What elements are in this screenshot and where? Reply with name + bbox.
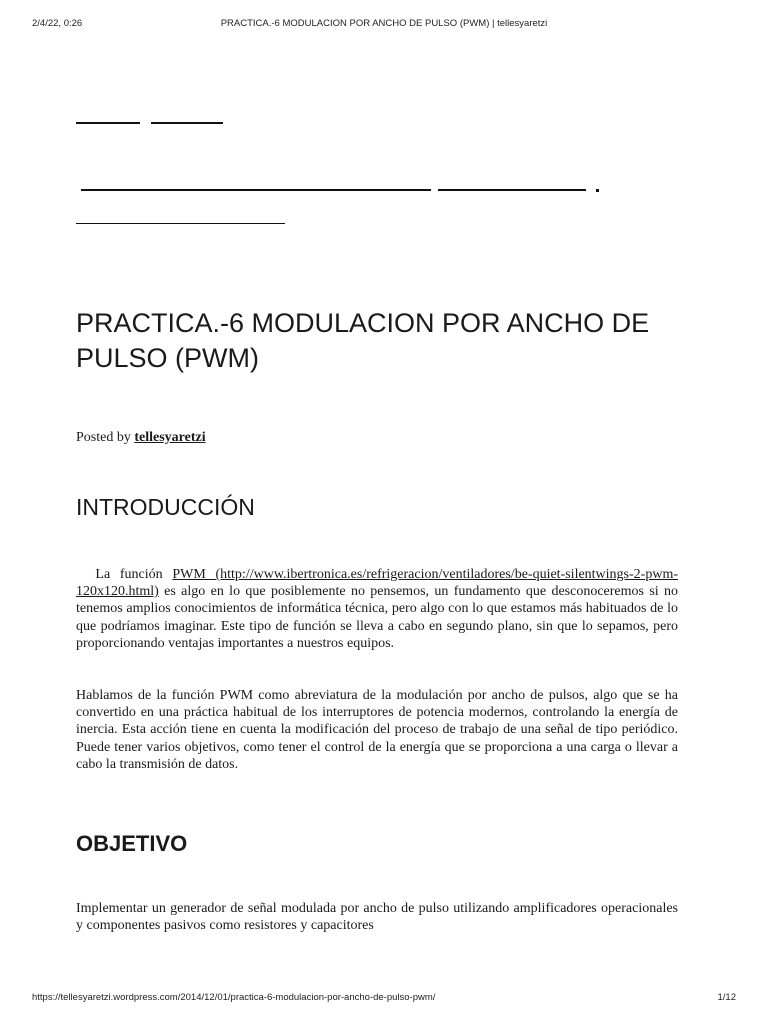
nav-link-placeholder-2[interactable] [151,122,223,124]
author-link[interactable]: tellesyaretzi [134,430,206,445]
section-heading-objetivo: OBJETIVO [76,831,188,856]
intro-p1-lead: La función [95,567,173,582]
objetivo-paragraph-1: Implementar un generador de señal modulada por ancho de pulso utilizando amplificadores operacionales y componentes pasivos como resistores y capacitores [76,901,678,934]
intro-p1-rest: es algo en lo que posiblemente no pensemos, un fundamento que desconoceremos si no tenemos amplios conocimientos de informática técnica, pero algo con lo que estamos más habituados de lo que podríamos imaginar. Este tipo de función se lleva a cabo en segundo plano, sin que lo sepamos, pero proporcionando ventajas importantes a nuestros equipos. [76,584,678,651]
print-header [32,18,736,29]
nav-link-placeholder-1[interactable] [76,122,140,124]
menu-link-placeholder-2[interactable] [438,189,586,191]
print-url: https://tellesyaretzi.wordpress.com/2014/12/01/practica-6-modulacion-por-ancho-de-pulso-pwm/ [32,992,436,1003]
post-byline [76,430,206,446]
print-datetime: 2/4/22, 0:26 [32,18,83,29]
post-title: PRACTICA.-6 MODULACION POR ANCHO DE PULSO (PWM) [76,308,650,373]
print-page-number: 1/12 [717,992,736,1003]
byline-prefix: Posted by [76,430,135,445]
menu-separator-dot [596,189,599,192]
pwm-link[interactable]: PWM (http://www.ibertronica.es/refrigeracion/ventiladores/be-quiet-silentwings-2-pwm-120x120.html) [76,567,678,600]
print-footer [32,992,736,1003]
intro-paragraph-2: Hablamos de la función PWM como abreviatura de la modulación por ancho de pulsos, algo que se ha convertido en una práctica habitual de los interruptores de potencia modernos, controlando la energía de inercia. Esta acción tiene en cuenta la modificación del proceso de trabajo de una señal de tipo periódico. Puede tener varios objetivos, como tener el control de la energía que se proporciona a una carga o llevar a cabo la transmisión de datos. [76,688,678,772]
intro-paragraph-1 [76,566,678,652]
print-page-title: PRACTICA.-6 MODULACION POR ANCHO DE PULSO (PWM) | tellesyaretzi [220,18,548,29]
menu-link-placeholder-1[interactable] [81,189,431,191]
section-heading-introduccion: INTRODUCCIÓN [76,494,255,520]
menu-link-placeholder-3[interactable] [76,223,285,224]
